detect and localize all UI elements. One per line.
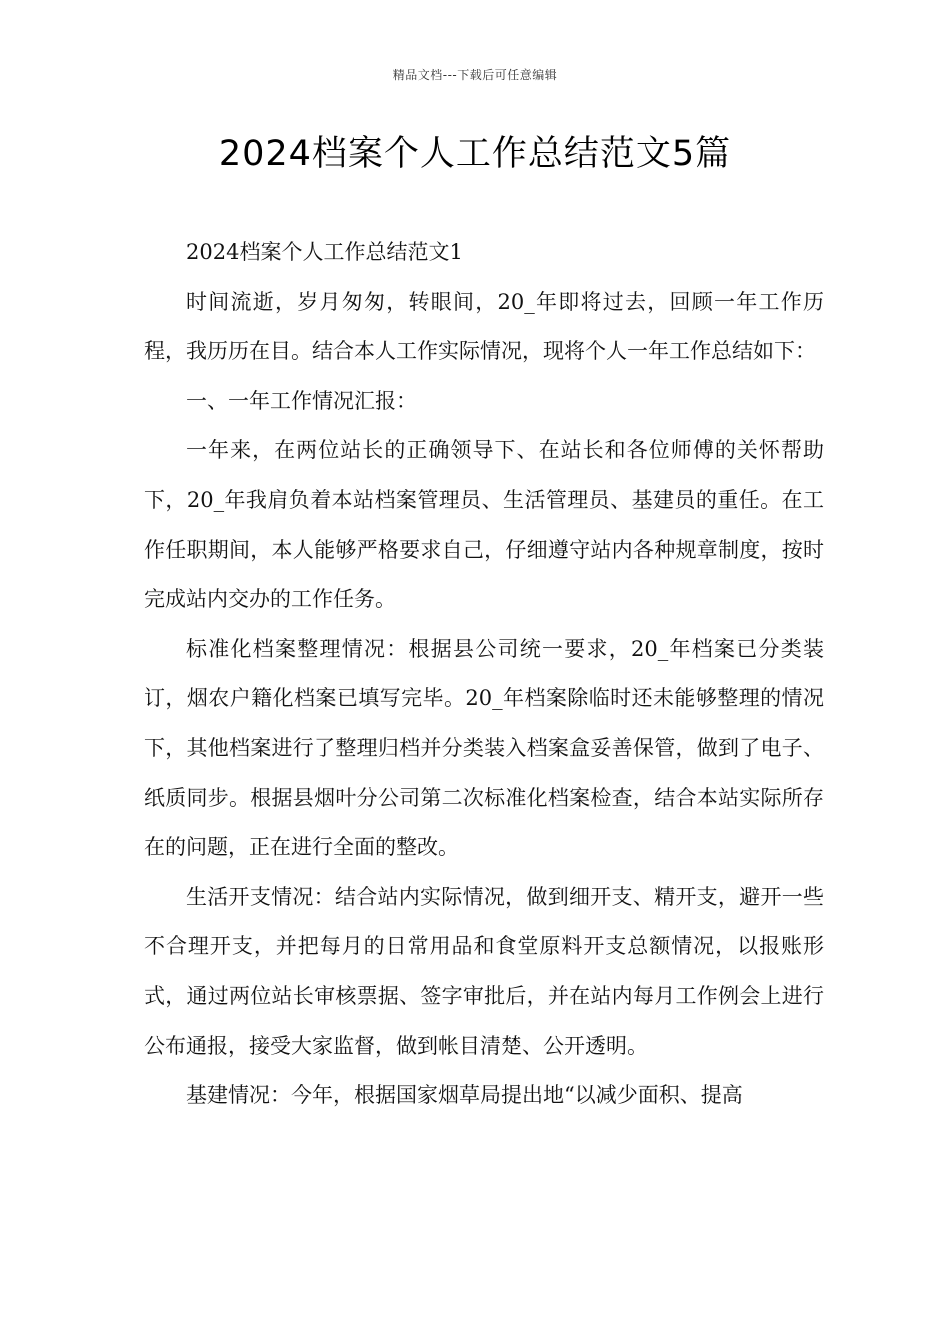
paragraph-intro: 时间流逝，岁月匆匆，转眼间，20_年即将过去，回顾一年工作历程，我历历在目。结合本人工作实际情况，现将个人一年工作总结如下：	[144, 289, 824, 364]
paragraph-overview: 一年来，在两位站长的正确领导下、在站长和各位师傅的关怀帮助下，20_年我肩负着本站档案管理员、生活管理员、基建员的重任。在工作任职期间，本人能够严格要求自己，仔细遵守站内各种规章制度，按时完成站内交办的工作任务。	[144, 438, 824, 612]
paragraph-construction: 基建情况：今年，根据国家烟草局提出地“以减少面积、提高	[186, 1083, 743, 1108]
paragraph-archives: 标准化档案整理情况：根据县公司统一要求，20_年档案已分类装订，烟农户籍化档案已填写完毕。20_年档案除临时还未能够整理的情况下，其他档案进行了整理归档并分类装入档案盒妥善保管，做到了电子、纸质同步。根据县烟叶分公司第二次标准化档案检查，结合本站实际所存在的问题，正在进行全面的整改。	[144, 636, 824, 860]
header-note: 精品文档---下载后可任意编辑	[392, 68, 558, 82]
paragraph-expenses: 生活开支情况：结合站内实际情况，做到细开支、精开支，避开一些不合理开支，并把每月的日常用品和食堂原料开支总额情况，以报账形式，通过两位站长审核票据、签字审批后，并在站内每月工作例会上进行公布通报，接受大家监督，做到帐目清楚、公开透明。	[144, 884, 824, 1058]
section-heading: 一、一年工作情况汇报：	[186, 388, 417, 413]
document-title: 2024档案个人工作总结范文5篇	[218, 134, 732, 174]
section-subtitle: 2024档案个人工作总结范文1	[186, 240, 463, 264]
document-body	[144, 228, 824, 1121]
